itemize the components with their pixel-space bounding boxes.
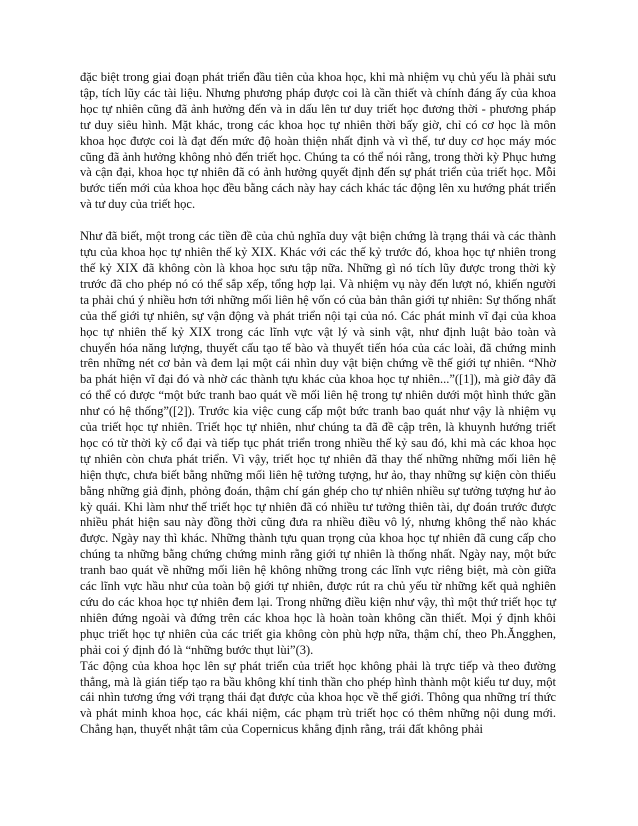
paragraph-2: Như đã biết, một trong các tiền đề của chủ nghĩa duy vật biện chứng là trạng thái và các thành tựu của khoa học tự nhiên thế kỷ XIX. Khác với các thế kỷ trước đó, khoa học tự nhiên trong thế kỷ XIX đã không còn là khoa học sưu tập nữa. Những gì nó tích lũy được trong thời kỳ trước đã cho phép nó có thể sắp xếp, tổng hợp lại. Và nhiệm vụ này đến lượt nó, khiến người ta phải chú ý nhiều hơn tới những mối liên hệ vốn có của bản thân giới tự nhiên: Sự thống nhất của thế giới tự nhiên, sự vận động và phát triển nội tại của nó. Các phát minh vĩ đại của khoa học tự nhiên thế kỷ XIX trong các lĩnh vực vật lý và sinh vật, như định luật bảo toàn và chuyển hóa năng lượng, thuyết cấu tạo tế bào và thuyết tiến hóa của các loài, đã chứng minh trên những nét cơ bản và đem lại một cái nhìn duy vật biện chứng về thế giới tự nhiên. “Nhờ ba phát hiện vĩ đại đó và nhờ các thành tựu khác của khoa học tự nhiên...”([1]), mà giờ đây đã có thể có được “một bức tranh bao quát về mối liên hệ trong tự nhiên dưới một hình thức gần như có hệ thống”([2]). Trước kia việc cung cấp một bức tranh bao quát như vậy là nhiệm vụ của triết học tự nhiên. Triết học tự nhiên, như chúng ta đã đề cập trên, là khuynh hướng triết học có từ thời kỳ cổ đại và tiếp tục phát triển trong nhiều thế kỷ sau đó, khi mà các khoa học tự nhiên còn chưa phát triển. Vì vậy, triết học tự nhiên đã thay thế những những mối liên hệ hiện thực, chưa biết bằng những mối liên hệ tưởng tượng, hư ảo, thay những sự kiện còn thiếu bằng những giả định, phỏng đoán, thậm chí gán ghép cho tự nhiên nhiều sự tưởng tượng hư ảo kỳ quái. Khi làm như thế triết học tự nhiên đã có nhiều tư tưởng thiên tài, dự đoán trước được nhiều phát hiện sau này đồng thời cũng đưa ra nhiều điều vô lý, nhưng không thể nào khác được. Ngày nay thì khác. Những thành tựu quan trọng của khoa học tự nhiên đã cung cấp cho chúng ta những bằng chứng chứng minh rằng giới tự nhiên là thống nhất. Ngày nay, một bức tranh bao quát về những mối liên hệ không những trong các lĩnh vực riêng biệt, mà còn giữa các lĩnh vực hầu như của toàn bộ giới tự nhiên, được rút ra chủ yếu từ những kết quả nghiên cứu do các khoa học tự nhiên đem lại. Trong những điều kiện như vậy, thì một thứ triết học tự nhiên đứng ngoài và đứng trên các khoa học là hoàn toàn không cần thiết. Mọi ý định khôi phục triết học tự nhiên của các triết gia không còn phù hợp nữa, thậm chí, theo Ph.Ăngghen, phải coi ý định đó là “những bước thụt lùi”(3). xyxy=(80,229,556,657)
paragraph-3: Tác động của khoa học lên sự phát triển của triết học không phải là trực tiếp và theo đường thẳng, mà là gián tiếp tạo ra bầu không khí tinh thần cho phép hình thành một kiểu tư duy, một cái nhìn tương ứng với trạng thái đạt được của khoa học về thế giới. Thông qua những trí thức và phát minh khoa học, các khái niệm, các phạm trù triết học có thêm những nội dung mới. Chẳng hạn, thuyết nhật tâm của Copernicus khẳng định rằng, trái đất không phải xyxy=(80,658,556,737)
paragraph-1: đặc biệt trong giai đoạn phát triển đầu tiên của khoa học, khi mà nhiệm vụ chủ yếu là phải sưu tập, tích lũy các tài liệu. Nhưng phương pháp được coi là cần thiết và chính đáng ấy của khoa học tự nhiên cũng đã ảnh hưởng đến và in dấu lên tư duy triết học đương thời - phương pháp tư duy siêu hình. Mặt khác, trong các khoa học tự nhiên thời bấy giờ, chỉ có cơ học là môn khoa học được coi là đạt đến mức độ hoàn thiện nhất định và vì thế, tư duy cơ học máy móc cũng đã ảnh hưởng không nhỏ đến triết học. Chúng ta có thể nói rằng, trong thời kỳ Phục hưng và cận đại, khoa học tự nhiên đã có ảnh hưởng quyết định đến sự phát triển của triết học. Mỗi bước tiến mới của khoa học đều bằng cách này hay cách khác tác động lên xu hướng phát triển và tư duy của triết học. xyxy=(80,70,556,212)
document-page xyxy=(80,70,556,738)
